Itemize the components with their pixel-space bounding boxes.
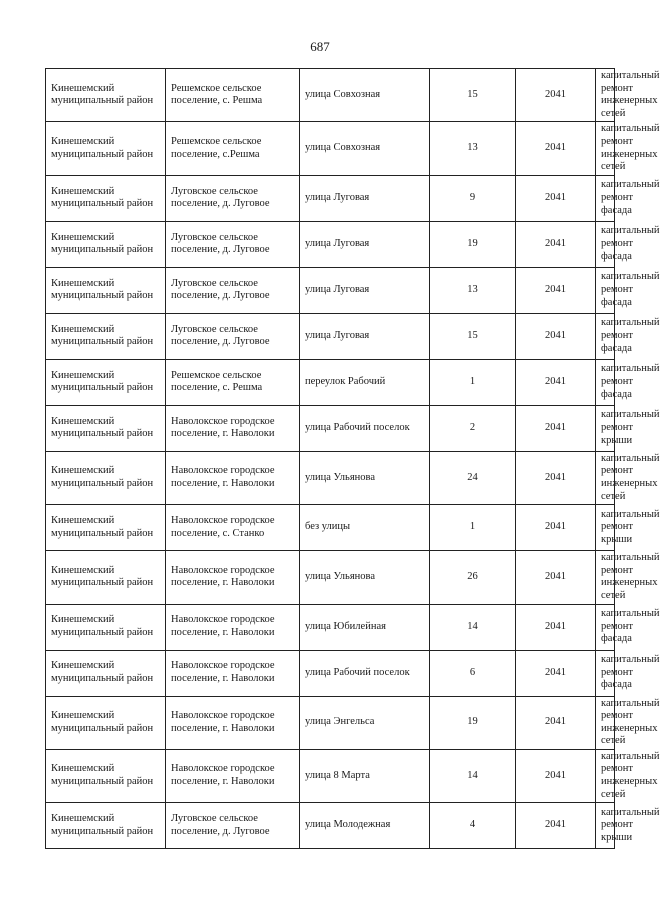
settlement-cell: Луговское сельское поселение, д. Луговое [166, 313, 300, 359]
year-cell: 2041 [516, 69, 596, 122]
housing-registry-table [45, 68, 660, 849]
work-type-cell: капитальный ремонт фасада [596, 650, 615, 696]
table-row [46, 696, 615, 749]
year-cell: 2041 [516, 405, 596, 451]
street-cell: улица Ульянова [300, 551, 430, 604]
work-type-cell: капитальный ремонт крыши [596, 803, 615, 849]
settlement-cell: Наволокское городское поселение, с. Станко [166, 505, 300, 551]
settlement-cell: Луговское сельское поселение, д. Луговое [166, 221, 300, 267]
settlement-cell: Решемское сельское поселение, с. Решма [166, 69, 300, 122]
year-cell: 2041 [516, 696, 596, 749]
district-cell: Кинешемский муниципальный район [46, 313, 166, 359]
house-number-cell: 4 [430, 803, 516, 849]
registry-body [46, 69, 660, 849]
year-cell: 2041 [516, 604, 596, 650]
settlement-cell: Луговское сельское поселение, д. Луговое [166, 803, 300, 849]
table-row [46, 122, 615, 175]
year-cell: 2041 [516, 359, 596, 405]
year-cell: 2041 [516, 451, 596, 504]
table-row [46, 267, 615, 313]
table-row [46, 69, 615, 122]
settlement-cell: Наволокское городское поселение, г. Наволоки [166, 551, 300, 604]
year-cell: 2041 [516, 122, 596, 175]
house-number-cell: 24 [430, 451, 516, 504]
work-type-cell: капитальный ремонт крыши [596, 505, 615, 551]
district-cell: Кинешемский муниципальный район [46, 405, 166, 451]
district-cell: Кинешемский муниципальный район [46, 650, 166, 696]
district-cell: Кинешемский муниципальный район [46, 69, 166, 122]
street-cell: улица Совхозная [300, 69, 430, 122]
year-cell: 2041 [516, 267, 596, 313]
year-cell: 2041 [516, 175, 596, 221]
settlement-cell: Решемское сельское поселение, с.Решма [166, 122, 300, 175]
street-cell: переулок Рабочий [300, 359, 430, 405]
street-cell: улица Луговая [300, 267, 430, 313]
street-cell: улица Совхозная [300, 122, 430, 175]
table-row [46, 221, 615, 267]
district-cell: Кинешемский муниципальный район [46, 749, 166, 802]
table-row [46, 175, 615, 221]
work-type-cell: капитальный ремонт инженерных сетей [596, 69, 615, 122]
house-number-cell: 9 [430, 175, 516, 221]
district-cell: Кинешемский муниципальный район [46, 451, 166, 504]
year-cell: 2041 [516, 551, 596, 604]
table-row [46, 803, 615, 849]
settlement-cell: Наволокское городское поселение, г. Наволоки [166, 650, 300, 696]
house-number-cell: 13 [430, 267, 516, 313]
table-row [46, 505, 615, 551]
settlement-cell: Наволокское городское поселение, г. Наволоки [166, 604, 300, 650]
work-type-cell: капитальный ремонт фасада [596, 267, 615, 313]
table-row [46, 749, 615, 802]
district-cell: Кинешемский муниципальный район [46, 803, 166, 849]
work-type-cell: капитальный ремонт фасада [596, 604, 615, 650]
street-cell: улица Луговая [300, 175, 430, 221]
street-cell: улица 8 Марта [300, 749, 430, 802]
district-cell: Кинешемский муниципальный район [46, 696, 166, 749]
table-row [46, 359, 615, 405]
work-type-cell: капитальный ремонт фасада [596, 313, 615, 359]
house-number-cell: 15 [430, 69, 516, 122]
table-row [46, 604, 615, 650]
street-cell: улица Юбилейная [300, 604, 430, 650]
settlement-cell: Наволокское городское поселение, г. Наволоки [166, 451, 300, 504]
district-cell: Кинешемский муниципальный район [46, 604, 166, 650]
table-row [46, 451, 615, 504]
settlement-cell: Луговское сельское поселение, д. Луговое [166, 175, 300, 221]
street-cell: улица Луговая [300, 313, 430, 359]
street-cell: без улицы [300, 505, 430, 551]
work-type-cell: капитальный ремонт инженерных сетей [596, 551, 615, 604]
street-cell: улица Ульянова [300, 451, 430, 504]
street-cell: улица Молодежная [300, 803, 430, 849]
year-cell: 2041 [516, 313, 596, 359]
settlement-cell: Наволокское городское поселение, г. Наволоки [166, 696, 300, 749]
year-cell: 2041 [516, 803, 596, 849]
year-cell: 2041 [516, 221, 596, 267]
house-number-cell: 14 [430, 749, 516, 802]
table-row [46, 650, 615, 696]
work-type-cell: капитальный ремонт крыши [596, 405, 615, 451]
house-number-cell: 15 [430, 313, 516, 359]
work-type-cell: капитальный ремонт инженерных сетей [596, 122, 615, 175]
street-cell: улица Рабочий поселок [300, 405, 430, 451]
year-cell: 2041 [516, 749, 596, 802]
house-number-cell: 2 [430, 405, 516, 451]
house-number-cell: 1 [430, 505, 516, 551]
settlement-cell: Луговское сельское поселение, д. Луговое [166, 267, 300, 313]
house-number-cell: 1 [430, 359, 516, 405]
district-cell: Кинешемский муниципальный район [46, 267, 166, 313]
work-type-cell: капитальный ремонт инженерных сетей [596, 749, 615, 802]
district-cell: Кинешемский муниципальный район [46, 175, 166, 221]
table-row [46, 551, 615, 604]
work-type-cell: капитальный ремонт фасада [596, 175, 615, 221]
page-number: 687 [310, 39, 330, 54]
house-number-cell: 19 [430, 696, 516, 749]
district-cell: Кинешемский муниципальный район [46, 551, 166, 604]
house-number-cell: 6 [430, 650, 516, 696]
street-cell: улица Энгельса [300, 696, 430, 749]
work-type-cell: капитальный ремонт инженерных сетей [596, 696, 615, 749]
house-number-cell: 13 [430, 122, 516, 175]
street-cell: улица Рабочий поселок [300, 650, 430, 696]
district-cell: Кинешемский муниципальный район [46, 359, 166, 405]
work-type-cell: капитальный ремонт фасада [596, 221, 615, 267]
district-cell: Кинешемский муниципальный район [46, 122, 166, 175]
house-number-cell: 26 [430, 551, 516, 604]
settlement-cell: Наволокское городское поселение, г. Наволоки [166, 749, 300, 802]
street-cell: улица Луговая [300, 221, 430, 267]
district-cell: Кинешемский муниципальный район [46, 221, 166, 267]
house-number-cell: 19 [430, 221, 516, 267]
settlement-cell: Наволокское городское поселение, г. Наволоки [166, 405, 300, 451]
table-row [46, 313, 615, 359]
year-cell: 2041 [516, 505, 596, 551]
year-cell: 2041 [516, 650, 596, 696]
settlement-cell: Решемское сельское поселение, с. Решма [166, 359, 300, 405]
work-type-cell: капитальный ремонт инженерных сетей [596, 451, 615, 504]
house-number-cell: 14 [430, 604, 516, 650]
table-row [46, 405, 615, 451]
work-type-cell: капитальный ремонт фасада [596, 359, 615, 405]
district-cell: Кинешемский муниципальный район [46, 505, 166, 551]
